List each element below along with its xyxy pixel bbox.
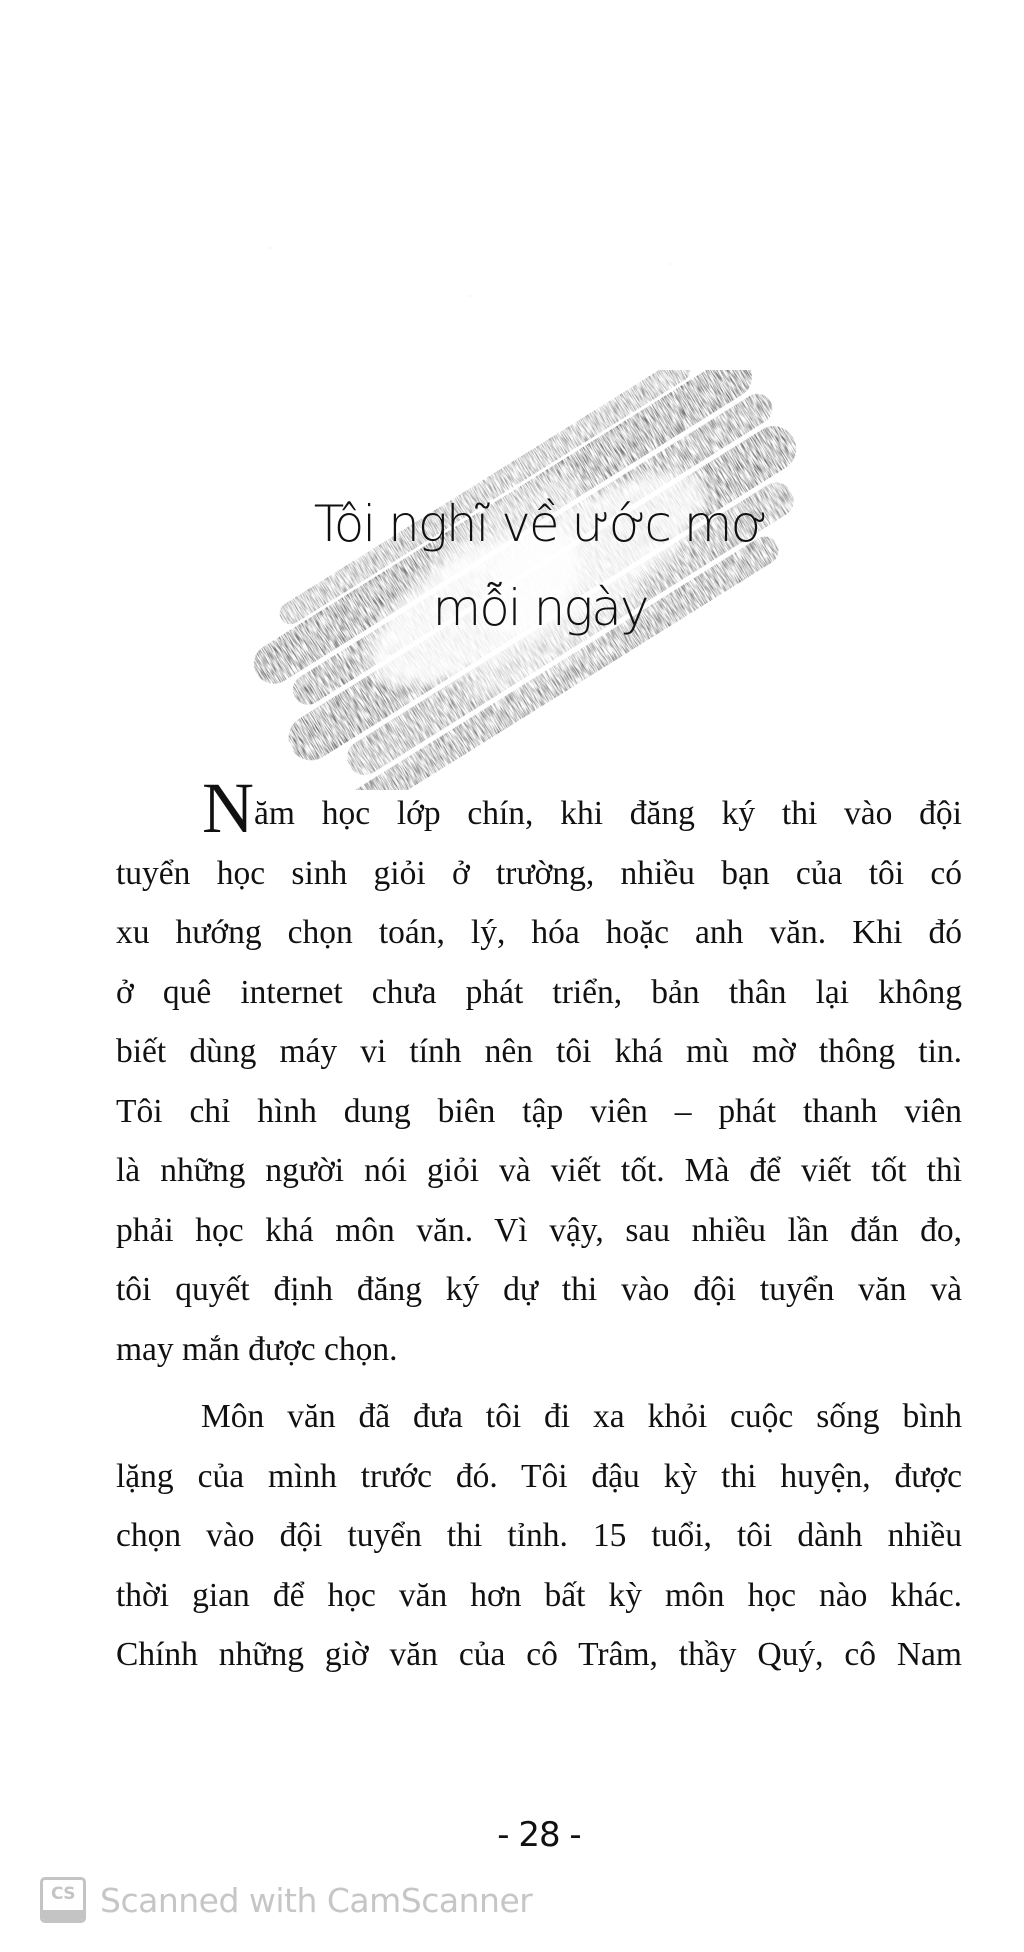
chapter-title-line-2: mỗi ngày — [432, 579, 648, 637]
text-line: lặng của mình trước đó. Tôi đậu kỳ thi huyện, được — [116, 1457, 962, 1495]
text-line: may mắn được chọn. — [116, 1330, 398, 1368]
text-line: phải học khá môn văn. Vì vậy, sau nhiều lần đắn đo, — [116, 1211, 962, 1249]
text-line: xu hướng chọn toán, lý, hóa hoặc anh văn. Khi đó — [116, 914, 962, 951]
camscanner-logo-icon — [40, 1877, 86, 1923]
text-line: Tôi chỉ hình dung biên tập viên – phát thanh viên — [116, 1092, 962, 1130]
text-line: là những người nói giỏi và viết tốt. Mà để viết tốt thì — [116, 1152, 962, 1189]
text-line: ở quê internet chưa phát triển, bản thân lại không — [116, 973, 962, 1011]
paragraph-1 — [116, 768, 962, 1379]
text-line: tôi quyết định đăng ký dự thi vào đội tuyển văn và — [116, 1271, 962, 1308]
page-number: - 28 - — [497, 1815, 581, 1855]
text-line-content: ăm học lớp chín, khi đăng ký thi vào đội — [254, 795, 962, 832]
text-line: Môn văn đã đưa tôi đi xa khỏi cuộc sống bình — [201, 1398, 962, 1435]
body-text — [116, 768, 962, 1685]
paragraph-2 — [116, 1387, 962, 1685]
camscanner-logo-text: CS — [50, 1884, 76, 1904]
text-line: chọn vào đội tuyển thi tỉnh. 15 tuổi, tôi dành nhiều — [116, 1517, 962, 1554]
text-line: tuyển học sinh giỏi ở trường, nhiều bạn của tôi có — [116, 854, 962, 892]
watermark-text: Scanned with CamScanner — [100, 1880, 533, 1920]
chapter-title-line-1: Tôi nghĩ về ước mơ — [313, 495, 767, 553]
scan-noise — [110, 200, 910, 360]
text-line: biết dùng máy vi tính nên tôi khá mù mờ thông tin. — [116, 1033, 962, 1070]
drop-cap: N — [202, 768, 254, 848]
camscanner-watermark — [40, 1870, 532, 1930]
chapter-title — [260, 482, 820, 650]
text-line: thời gian để học văn hơn bất kỳ môn học nào khác. — [116, 1576, 962, 1614]
text-line: Chính những giờ văn của cô Trâm, thầy Quý, cô Nam — [116, 1636, 962, 1673]
text-line — [116, 768, 962, 848]
